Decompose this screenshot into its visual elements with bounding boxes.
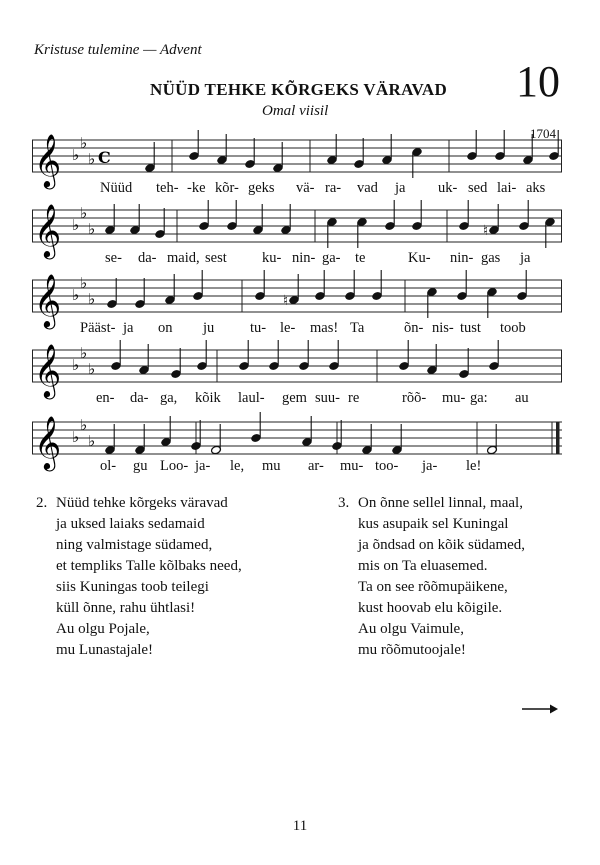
verse-line: Ta on see rõõmupäikene, bbox=[358, 579, 508, 595]
lyric-syllable: lai- bbox=[497, 180, 517, 196]
lyric-syllable: ku- bbox=[262, 250, 282, 266]
tune-year: 1704 bbox=[530, 126, 556, 141]
verse-line: siis Kuningas toob teilegi bbox=[56, 579, 209, 595]
lyric-syllable: laul- bbox=[238, 390, 265, 406]
lyric-syllable: ra- bbox=[325, 180, 342, 196]
lyric-syllable: suu- bbox=[315, 390, 340, 406]
lyric-syllable: ar- bbox=[308, 458, 324, 474]
lyric-syllable: Nüüd bbox=[100, 180, 133, 196]
flat-sign-icon: ♭ bbox=[80, 416, 88, 434]
lyric-syllable: ga- bbox=[322, 250, 341, 266]
lyric-syllable: nin- bbox=[292, 250, 316, 266]
flat-sign-icon: ♭ bbox=[88, 290, 96, 308]
lyric-syllable: ga: bbox=[470, 390, 488, 406]
verse-line: et templiks Talle kõlbaks need, bbox=[56, 558, 242, 574]
flat-sign-icon: ♭ bbox=[80, 204, 88, 222]
lyric-syllable: geks bbox=[248, 180, 275, 196]
right-arrow-icon bbox=[522, 702, 558, 720]
flat-sign-icon: ♭ bbox=[80, 344, 88, 362]
treble-clef-icon: 𝄞 bbox=[34, 203, 62, 257]
lyric-syllable: maid, bbox=[167, 250, 200, 266]
verse-line: On õnne sellel linnal, maal, bbox=[358, 495, 523, 511]
lyric-syllable: õn- bbox=[404, 320, 424, 336]
verse-2 bbox=[36, 493, 242, 661]
verse-line: ja õndsad on kõik südamed, bbox=[358, 537, 526, 553]
lyric-syllable: en- bbox=[96, 390, 115, 406]
lyric-syllable: te bbox=[355, 250, 366, 266]
lyric-syllable: rõõ- bbox=[402, 390, 427, 406]
final-barline bbox=[556, 422, 560, 454]
tune-note: Omal viisil bbox=[262, 103, 329, 119]
verse-line: mis on Ta eluasemed. bbox=[358, 558, 488, 574]
lyric-syllable: -ke bbox=[187, 180, 206, 196]
lyric-syllable: tu- bbox=[250, 320, 267, 336]
treble-clef-icon: 𝄞 bbox=[34, 133, 62, 187]
lyric-syllable: da- bbox=[130, 390, 149, 406]
flat-sign-icon: ♭ bbox=[80, 274, 88, 292]
flat-sign-icon: ♭ bbox=[88, 360, 96, 378]
lyric-syllable: vä- bbox=[296, 180, 315, 196]
lyric-syllable: Ta bbox=[350, 320, 365, 336]
lyric-syllable: re bbox=[348, 390, 360, 406]
lyric-syllable: toob bbox=[500, 320, 526, 336]
flat-sign-icon: ♭ bbox=[72, 216, 80, 234]
lyric-syllable: sest bbox=[205, 250, 227, 266]
lyric-syllable: teh- bbox=[156, 180, 179, 196]
lyric-syllable: ga, bbox=[160, 390, 178, 406]
flat-sign-icon: ♭ bbox=[72, 286, 80, 304]
lyric-syllable: nis- bbox=[432, 320, 454, 336]
verse-line: kus asupaik sel Kuningal bbox=[358, 516, 509, 532]
lyric-syllable: ja bbox=[395, 180, 406, 196]
lyric-syllable: gas bbox=[481, 250, 501, 266]
lyric-syllable: vad bbox=[357, 180, 378, 196]
lyric-syllable: gem bbox=[282, 390, 307, 406]
section-heading: Kristuse tulemine — Advent bbox=[34, 42, 202, 58]
lyric-syllable: au bbox=[515, 390, 529, 406]
lyric-syllable: ol- bbox=[100, 458, 117, 474]
lyric-syllable: mas! bbox=[310, 320, 339, 336]
flat-sign-icon: ♭ bbox=[88, 220, 96, 238]
lyric-syllable: se- bbox=[105, 250, 122, 266]
verse-line: Nüüd tehke kõrgeks väravad bbox=[56, 495, 228, 511]
hymn-title: NÜÜD TEHKE KÕRGEKS VÄRAVAD bbox=[150, 80, 448, 99]
treble-clef-icon: 𝄞 bbox=[34, 343, 62, 397]
lyric-syllable: le- bbox=[280, 320, 296, 336]
lyric-syllable: Loo- bbox=[160, 458, 189, 474]
flat-sign-icon: ♭ bbox=[72, 356, 80, 374]
lyric-syllable: aks bbox=[526, 180, 546, 196]
lyric-syllable: on bbox=[158, 320, 173, 336]
verse-line: Au olgu Pojale, bbox=[56, 621, 150, 637]
lyric-syllable: ja bbox=[520, 250, 531, 266]
lyric-syllable: tust bbox=[460, 320, 481, 336]
lyric-syllable: ja bbox=[123, 320, 134, 336]
hymn-number: 10 bbox=[516, 57, 560, 106]
lyric-syllable: mu- bbox=[442, 390, 466, 406]
lyric-syllable: da- bbox=[138, 250, 157, 266]
verse-line: mu rõõmutoojale! bbox=[358, 642, 466, 658]
common-time-icon: C bbox=[98, 148, 111, 167]
verse-line: ning valmistage südamed, bbox=[56, 537, 213, 553]
flat-sign-icon: ♭ bbox=[80, 134, 88, 152]
flat-sign-icon: ♭ bbox=[88, 432, 96, 450]
verse-line: kust hoovab elu kõigile. bbox=[358, 600, 503, 616]
lyric-syllable: gu bbox=[133, 458, 148, 474]
treble-clef-icon: 𝄞 bbox=[34, 415, 62, 469]
lyric-syllable: Ku- bbox=[408, 250, 431, 266]
flat-sign-icon: ♭ bbox=[72, 146, 80, 164]
verse-line: Au olgu Vaimule, bbox=[358, 621, 464, 637]
natural-sign-icon: ♮ bbox=[283, 293, 289, 309]
lyric-syllable: ju bbox=[203, 320, 215, 336]
lyric-syllable: too- bbox=[375, 458, 399, 474]
flat-sign-icon: ♭ bbox=[72, 428, 80, 446]
natural-sign-icon: ♮ bbox=[483, 223, 489, 239]
lyric-syllable: kõr- bbox=[215, 180, 239, 196]
treble-clef-icon: 𝄞 bbox=[34, 273, 62, 327]
verse-3 bbox=[338, 493, 525, 661]
lyric-syllable: uk- bbox=[438, 180, 458, 196]
lyric-syllable: mu bbox=[262, 458, 281, 474]
lyric-syllable: Pääst- bbox=[80, 320, 116, 336]
verse-number: 2. bbox=[36, 495, 48, 511]
verse-line: ja uksed laiaks sedamaid bbox=[56, 516, 205, 532]
lyric-syllable: mu- bbox=[340, 458, 364, 474]
verse-number: 3. bbox=[338, 495, 350, 511]
lyric-syllable: nin- bbox=[450, 250, 474, 266]
lyric-syllable: ja- bbox=[422, 458, 438, 474]
flat-sign-icon: ♭ bbox=[88, 150, 96, 168]
lyric-syllable: sed bbox=[468, 180, 488, 196]
lyric-syllable: ja- bbox=[195, 458, 211, 474]
verse-line: mu Lunastajale! bbox=[56, 642, 154, 658]
lyric-syllable: le! bbox=[466, 458, 482, 474]
page-number: 11 bbox=[292, 818, 308, 834]
lyric-syllable: kõik bbox=[195, 390, 221, 406]
lyric-syllable: le, bbox=[230, 458, 245, 474]
verse-line: küll õnne, rahu ühtlasi! bbox=[56, 600, 196, 616]
